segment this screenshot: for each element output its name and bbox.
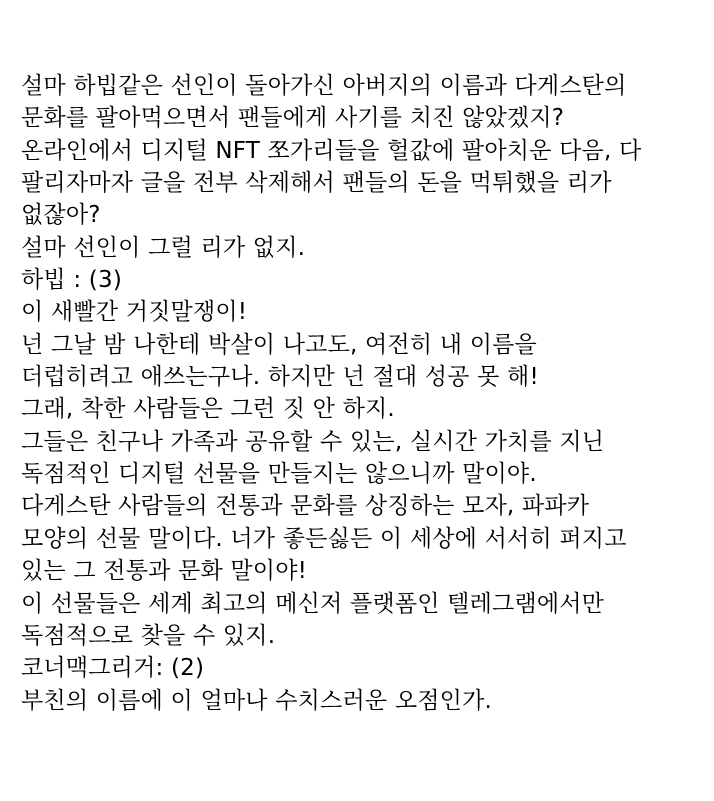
text-line: 설마 하빕같은 선인이 돌아가신 아버지의 이름과 다게스탄의 [21,73,627,99]
text-line: 넌 그날 밤 나한테 박살이 나고도, 여전히 내 이름을 [21,331,537,358]
text-line: 다게스탄 사람들의 전통과 문화를 상징하는 모자, 파파카 [21,493,590,520]
text-line: 이 새빨간 거짓말쟁이! [21,299,248,326]
speaker-line: 코너맥그리거: (2) [21,655,205,682]
text-line: 독점적인 디지털 선물을 만들지는 않으니까 말이야. [21,461,537,488]
text-line: 없잖아? [21,202,101,229]
text-line: 그들은 친구나 가족과 공유할 수 있는, 실시간 가치를 지닌 [21,428,605,455]
text-line: 있는 그 전통과 문화 말이야! [21,558,308,585]
text-line: 그래, 착한 사람들은 그런 짓 안 하지. [21,396,395,423]
document-body [21,70,711,717]
text-line: 팔리자마자 글을 전부 삭제해서 팬들의 돈을 먹튀했을 리가 [21,170,612,197]
text-line: 온라인에서 디지털 NFT 쪼가리들을 헐값에 팔아치운 다음, 다 [21,137,642,164]
text-line: 부친의 이름에 이 얼마나 수치스러운 오점인가. [21,687,493,714]
text-line: 이 선물들은 세계 최고의 메신저 플랫폼인 텔레그램에서만 [21,590,605,617]
text-line: 모양의 선물 말이다. 너가 좋든싫든 이 세상에 서서히 퍼지고 [21,525,627,552]
text-line: 설마 선인이 그럴 리가 없지. [21,234,306,261]
speaker-line: 하빕 : (3) [21,267,122,294]
text-line: 문화를 팔아먹으면서 팬들에게 사기를 치진 않았겠지? [21,105,565,132]
text-line: 더럽히려고 애쓰는구나. 하지만 넌 절대 성공 못 해! [21,364,539,391]
text-line: 독점적으로 찾을 수 있지. [21,622,276,649]
